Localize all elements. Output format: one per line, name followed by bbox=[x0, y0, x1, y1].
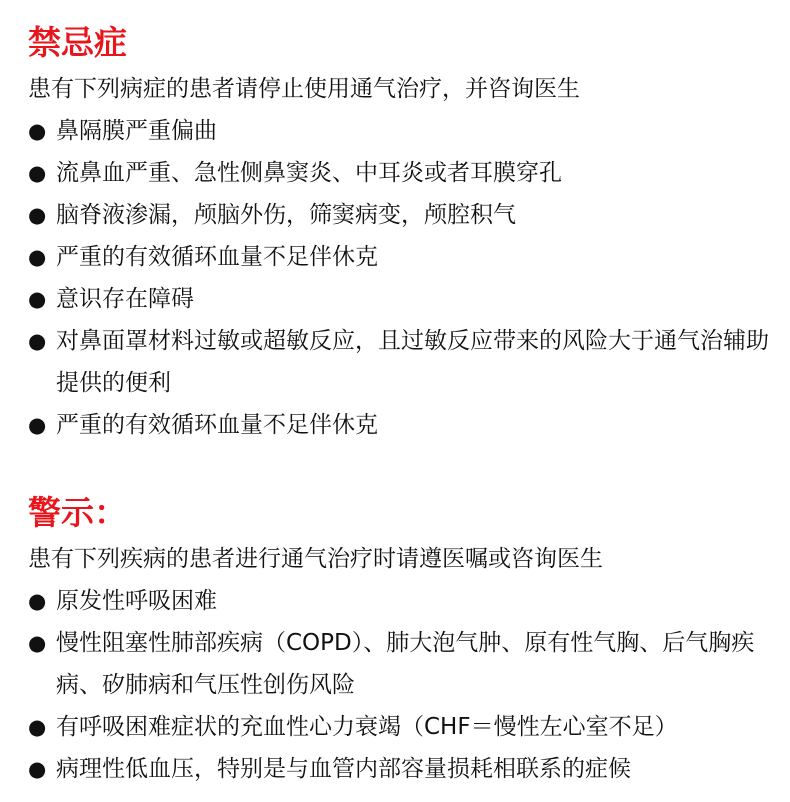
list-item-text: 流鼻血严重、急性侧鼻窦炎、中耳炎或者耳膜穿孔 bbox=[56, 160, 562, 186]
list-item-text: 脑脊液渗漏，颅脑外伤，筛窦病变，颅腔积气 bbox=[56, 202, 516, 228]
bullet-icon: ● bbox=[28, 119, 47, 143]
contraindications-list bbox=[28, 110, 770, 446]
contraindications-intro: 患有下列病症的患者请停止使用通气治疗，并咨询医生 bbox=[28, 76, 580, 102]
list-item-text: 有呼吸困难症状的充血性心力衰竭（CHF＝慢性左心室不足） bbox=[56, 714, 678, 740]
list-item-text: 慢性阻塞性肺部疾病（COPD）、肺大泡气肿、原有性气胸、后气胸疾病、矽肺病和气压性创伤风险 bbox=[56, 630, 755, 698]
bullet-icon: ● bbox=[28, 715, 47, 739]
list-item bbox=[28, 110, 770, 152]
warnings-section bbox=[28, 488, 770, 790]
warnings-title: 警示： bbox=[28, 493, 127, 532]
list-item bbox=[28, 404, 770, 446]
list-item bbox=[28, 278, 770, 320]
list-item-text: 对鼻面罩材料过敏或超敏反应，且过敏反应带来的风险大于通气治辅助提供的便利 bbox=[56, 328, 769, 396]
list-item bbox=[28, 622, 770, 706]
list-item-text: 严重的有效循环血量不足伴休克 bbox=[56, 412, 378, 438]
list-item bbox=[28, 194, 770, 236]
contraindications-section bbox=[28, 18, 770, 446]
bullet-icon: ● bbox=[28, 245, 47, 269]
list-item bbox=[28, 580, 770, 622]
list-item-text: 病理性低血压，特别是与血管内部容量损耗相联系的症候 bbox=[56, 756, 631, 782]
list-item-text: 鼻隔膜严重偏曲 bbox=[56, 118, 217, 144]
list-item-text: 原发性呼吸困难 bbox=[56, 588, 217, 614]
list-item bbox=[28, 320, 770, 404]
list-item bbox=[28, 152, 770, 194]
list-item-text: 意识存在障碍 bbox=[56, 286, 194, 312]
warnings-intro: 患有下列疾病的患者进行通气治疗时请遵医嘱或咨询医生 bbox=[28, 546, 603, 572]
contraindications-title: 禁忌症 bbox=[28, 23, 127, 62]
list-item-text: 严重的有效循环血量不足伴休克 bbox=[56, 244, 378, 270]
bullet-icon: ● bbox=[28, 757, 47, 781]
list-item bbox=[28, 236, 770, 278]
bullet-icon: ● bbox=[28, 203, 47, 227]
bullet-icon: ● bbox=[28, 329, 47, 353]
warnings-list bbox=[28, 580, 770, 790]
bullet-icon: ● bbox=[28, 589, 47, 613]
bullet-icon: ● bbox=[28, 161, 47, 185]
bullet-icon: ● bbox=[28, 413, 47, 437]
bullet-icon: ● bbox=[28, 631, 47, 655]
list-item bbox=[28, 706, 770, 748]
bullet-icon: ● bbox=[28, 287, 47, 311]
list-item bbox=[28, 748, 770, 790]
